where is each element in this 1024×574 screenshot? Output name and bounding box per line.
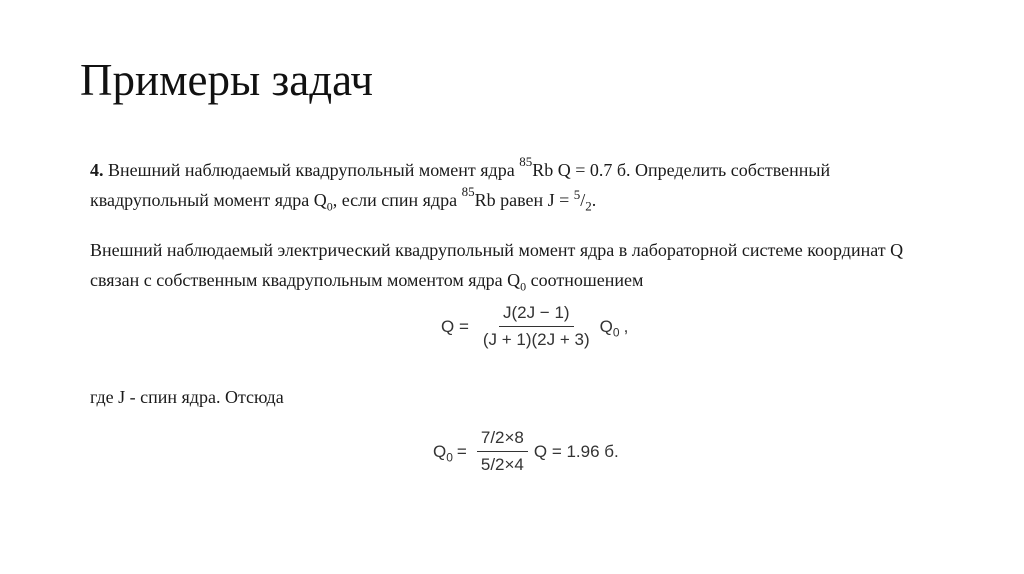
- formula1-rhs: [600, 317, 620, 337]
- formula2-equals: =: [456, 441, 467, 461]
- formula2-lhs-symbol: Q: [433, 441, 447, 461]
- isotope-symbol: Rb: [532, 160, 554, 180]
- q-index: 0: [326, 199, 333, 214]
- formula1-numerator: J(2J − 1): [499, 303, 574, 327]
- slide-title: Примеры задач: [80, 55, 373, 105]
- formula2-lhs: [433, 442, 453, 462]
- explanation-text-1: Внешний наблюдаемый электрический квадрупольный момент ядра в лабораторной системе координат Q связан с собственным квадрупольным моментом ядра Q: [90, 240, 904, 290]
- problem-number: 4.: [90, 160, 104, 180]
- problem-text-2: Q = 0.7 б. Определить собственный квадрупольный момент ядра Q: [90, 160, 831, 210]
- formula1-rhs-index: 0: [612, 324, 620, 339]
- problem-period: .: [591, 190, 597, 210]
- problem-text-3: , если спин ядра: [332, 190, 462, 210]
- formula-q-relation: [437, 303, 632, 350]
- formula1-denominator: (J + 1)(2J + 3): [482, 330, 590, 349]
- problem-text-1: Внешний наблюдаемый квадрупольный момент ядра: [103, 160, 520, 180]
- explanation-text: [90, 235, 950, 295]
- spin-denominator: 2: [585, 198, 592, 214]
- formula2-rhs: Q = 1.96 б.: [533, 441, 619, 461]
- formula2-fraction: [477, 428, 528, 475]
- formula1-fraction: [479, 303, 594, 350]
- formula1-lhs: Q =: [441, 316, 469, 336]
- where-text: где J - спин ядра. Отсюда: [90, 387, 284, 407]
- formula1-trailing: ,: [623, 316, 629, 336]
- formula1-rhs-symbol: Q: [599, 316, 613, 336]
- isotope-symbol-2: Rb: [474, 190, 496, 210]
- explanation-text-2: соотношением: [526, 270, 644, 290]
- problem-text-4: равен J =: [495, 190, 574, 210]
- spin-slash: /: [580, 190, 586, 210]
- formula2-denominator: 5/2×4: [480, 455, 524, 474]
- isotope-mass: 85: [519, 154, 533, 169]
- formula-q0-result: [433, 428, 619, 475]
- explanation-q-index: 0: [520, 279, 527, 294]
- formula2-lhs-index: 0: [446, 449, 453, 464]
- problem-content: [90, 155, 950, 295]
- problem-statement: [90, 155, 950, 215]
- spin-numerator: 5: [573, 187, 581, 202]
- isotope-mass-2: 85: [461, 184, 475, 199]
- formula2-numerator: 7/2×8: [477, 428, 528, 452]
